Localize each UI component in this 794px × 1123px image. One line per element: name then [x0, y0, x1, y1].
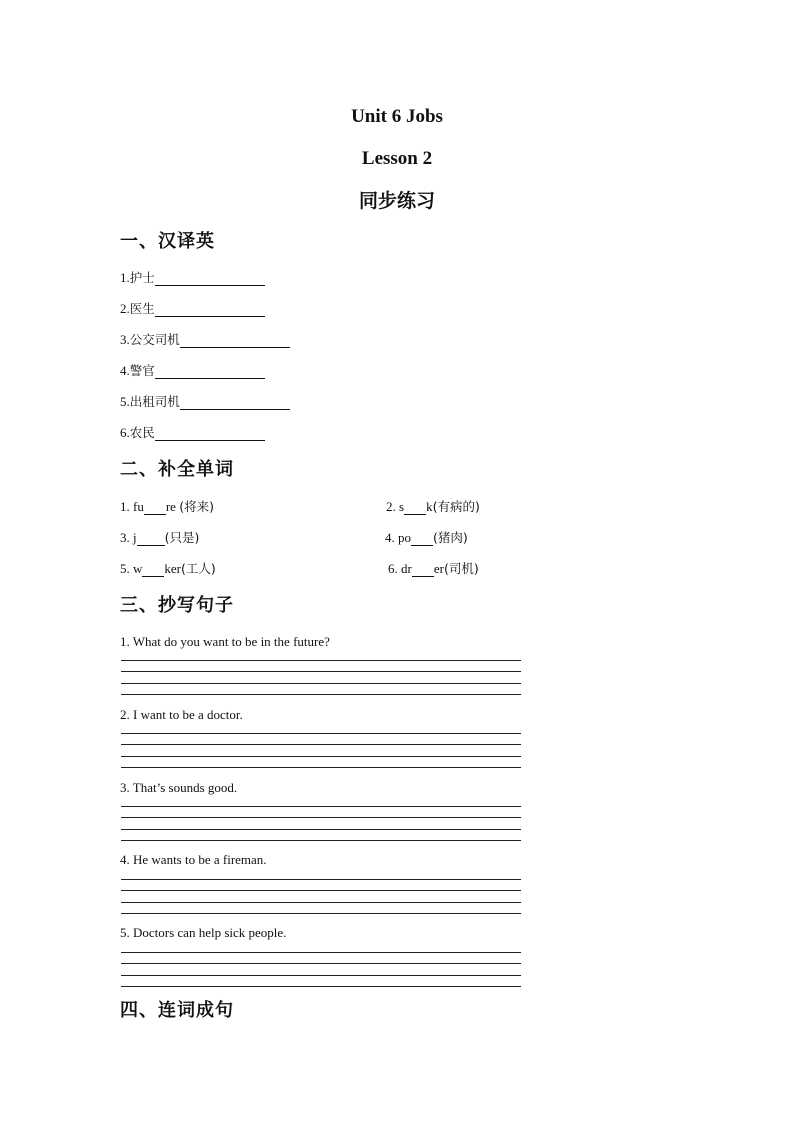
translate-item: 4.警官 [120, 363, 265, 379]
copy-sentence: 3. That’s sounds good. [120, 780, 238, 795]
writing-line[interactable] [121, 671, 521, 672]
word-item: 1. fu re (将来) [120, 499, 214, 514]
writing-line[interactable] [121, 879, 521, 880]
writing-line[interactable] [121, 986, 521, 987]
writing-line[interactable] [121, 683, 521, 684]
copy-sentence: 5. Doctors can help sick people. [120, 925, 287, 940]
writing-line[interactable] [121, 913, 521, 914]
writing-line[interactable] [121, 975, 521, 976]
lesson-title: Lesson 2 [361, 148, 433, 169]
answer-blank[interactable] [155, 302, 265, 317]
writing-line[interactable] [121, 829, 521, 830]
letter-blank[interactable] [144, 500, 166, 515]
writing-line[interactable] [121, 756, 521, 757]
copy-sentence: 4. He wants to be a fireman. [120, 852, 267, 867]
word-item: 3. j (只是) [120, 530, 200, 545]
answer-blank[interactable] [155, 364, 265, 379]
answer-blank[interactable] [180, 333, 290, 348]
section-translate-heading: 一、汉译英 [120, 231, 215, 252]
unit-title: Unit 6 Jobs [351, 106, 443, 127]
copy-sentence: 1. What do you want to be in the future? [120, 634, 330, 649]
worksheet-subtitle: 同步练习 [358, 190, 435, 212]
writing-line[interactable] [121, 952, 521, 953]
copy-sentence: 2. I want to be a doctor. [120, 707, 243, 722]
writing-line[interactable] [121, 744, 521, 745]
translate-item: 2.医生 [120, 301, 265, 317]
word-item: 5. w ker(工人) [120, 561, 216, 576]
writing-line[interactable] [121, 660, 521, 661]
translate-item: 1.护士 [120, 270, 265, 286]
writing-line[interactable] [121, 902, 521, 903]
word-item: 6. dr er(司机) [388, 561, 479, 576]
letter-blank[interactable] [404, 500, 426, 515]
writing-line[interactable] [121, 963, 521, 964]
writing-line[interactable] [121, 806, 521, 807]
answer-blank[interactable] [155, 426, 265, 441]
translate-item: 6.农民 [120, 425, 265, 441]
answer-blank[interactable] [155, 271, 265, 286]
section-copy-sentences-heading: 三、抄写句子 [120, 595, 234, 616]
letter-blank[interactable] [142, 562, 164, 577]
translate-item: 5.出租司机 [120, 394, 290, 410]
word-item: 4. po (猪肉) [385, 530, 468, 545]
writing-line[interactable] [121, 733, 521, 734]
section-complete-words-heading: 二、补全单词 [120, 459, 234, 480]
translate-item: 3.公交司机 [120, 332, 290, 348]
writing-line[interactable] [121, 840, 521, 841]
letter-blank[interactable] [137, 531, 165, 546]
letter-blank[interactable] [411, 531, 433, 546]
writing-line[interactable] [121, 890, 521, 891]
writing-line[interactable] [121, 694, 521, 695]
letter-blank[interactable] [412, 562, 434, 577]
section-build-sentences-heading: 四、连词成句 [120, 1000, 234, 1021]
answer-blank[interactable] [180, 395, 290, 410]
writing-line[interactable] [121, 767, 521, 768]
writing-line[interactable] [121, 817, 521, 818]
word-item: 2. s k(有病的) [386, 499, 480, 514]
